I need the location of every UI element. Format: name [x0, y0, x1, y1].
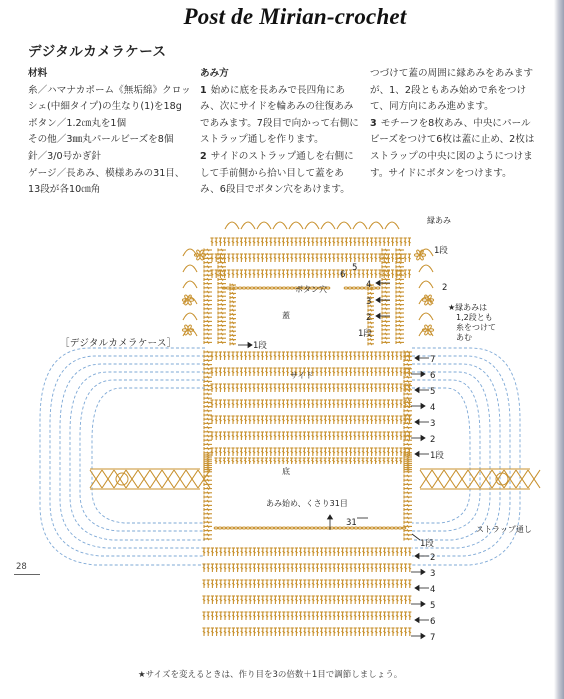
label-bottom: 底: [282, 467, 290, 476]
row-label-lid-3: 3: [366, 297, 372, 307]
method-title: あみ方: [200, 68, 229, 79]
diagram-section-label: ［デジタルカメラケース］: [60, 338, 177, 349]
row-label-side: 2: [430, 435, 436, 445]
page-title: デジタルカメラケース: [28, 44, 167, 60]
watermark-title: Post de Mirian-crochet: [183, 4, 407, 29]
row-label-side: 4: [430, 403, 436, 413]
materials-line: 糸／ハマナカポーム《無垢綿》クロッ: [28, 84, 191, 96]
label-side: サイド: [290, 371, 314, 380]
method-step-1: 1 始めに底を長あみで長四角にあみ、次にサイドを輪あみの往復あみであみます。7段目で向かって右側にストラップ通しを作ります。: [200, 84, 359, 146]
label-edging: 縁あみ: [427, 216, 451, 225]
row-label-lid-right-1: 1段: [358, 329, 372, 339]
label-lid: 蓋: [282, 311, 290, 320]
page-number: 28: [16, 562, 27, 572]
row-label-side: 1段: [430, 451, 444, 461]
row-label-lid-4: 4: [366, 280, 372, 290]
label-buttonhole: ボタン穴: [295, 285, 327, 294]
materials-line: ボタン／1.2㎝丸を1個: [28, 117, 127, 129]
row-label-side: 5: [430, 387, 436, 397]
row-label-edging-2: 2: [442, 283, 448, 293]
materials-line: シェ(中細タイプ)の生なり(1)を18g: [28, 101, 182, 113]
materials-line: 13段が各10㎝角: [28, 184, 101, 196]
materials-line: ゲージ／長あみ、模様あみの31目、: [28, 167, 185, 179]
row-label-bottom: 5: [430, 601, 436, 611]
materials-line: 針／3/0号かぎ針: [28, 150, 102, 162]
row-label-lid-2: 2: [366, 313, 372, 323]
row-label-lid-6: 6: [340, 270, 346, 280]
method-continuation: つづけて蓋の周囲に縁あみをあみます が、1、2段ともあみ始めで糸をつけて、同方向にあみ進めます。: [370, 68, 534, 113]
materials-line: その他／3㎜丸パールビーズを8個: [28, 134, 174, 146]
case-outline-rings: [40, 348, 520, 565]
row-label-lid-5: 5: [352, 263, 358, 273]
row-label-side: 7: [430, 355, 436, 365]
edging-note: 1,2段とも: [456, 313, 493, 322]
row-label-bottom: 4: [430, 585, 436, 595]
row-label-bottom: 2: [430, 553, 436, 563]
page-number-rule: [14, 574, 40, 575]
label-start: あみ始め、くさり31目: [266, 499, 348, 508]
row-label-bottom: 7: [430, 633, 436, 643]
materials-title: 材料: [28, 68, 48, 79]
row-label-side: 6: [430, 371, 436, 381]
edging-note: 糸をつけて: [456, 323, 496, 332]
row-label-lid-1: 1段: [253, 341, 267, 351]
method-step-2: 2 サイドのストラップ通しを右側にして手前側から拾い目して蓋をあみ、6段目でボタン穴をあけます。: [200, 150, 354, 196]
row-label-bottom-1: 1段: [420, 539, 434, 549]
row-label-bottom: 3: [430, 569, 436, 579]
row-label-side: 3: [430, 419, 436, 429]
footnote: ★サイズを変えるときは、作り目を3の倍数＋1目で調節しましょう。: [138, 670, 403, 680]
edging-note: あむ: [456, 333, 472, 342]
edging-note: ★縁あみは: [448, 303, 488, 312]
row-label-bottom-31: 31: [346, 518, 357, 528]
label-strap-loop: ストラップ通し: [476, 525, 532, 534]
method-step-3: 3 モチーフを8枚あみ、中央にパールビーズをつけて6枚は蓋に止め、2枚はストラップの中央に図のようにつけます。サイドにボタンをつけます。: [370, 117, 535, 179]
row-label-bottom: 6: [430, 617, 436, 627]
row-label-edging-1: 1段: [434, 246, 448, 256]
